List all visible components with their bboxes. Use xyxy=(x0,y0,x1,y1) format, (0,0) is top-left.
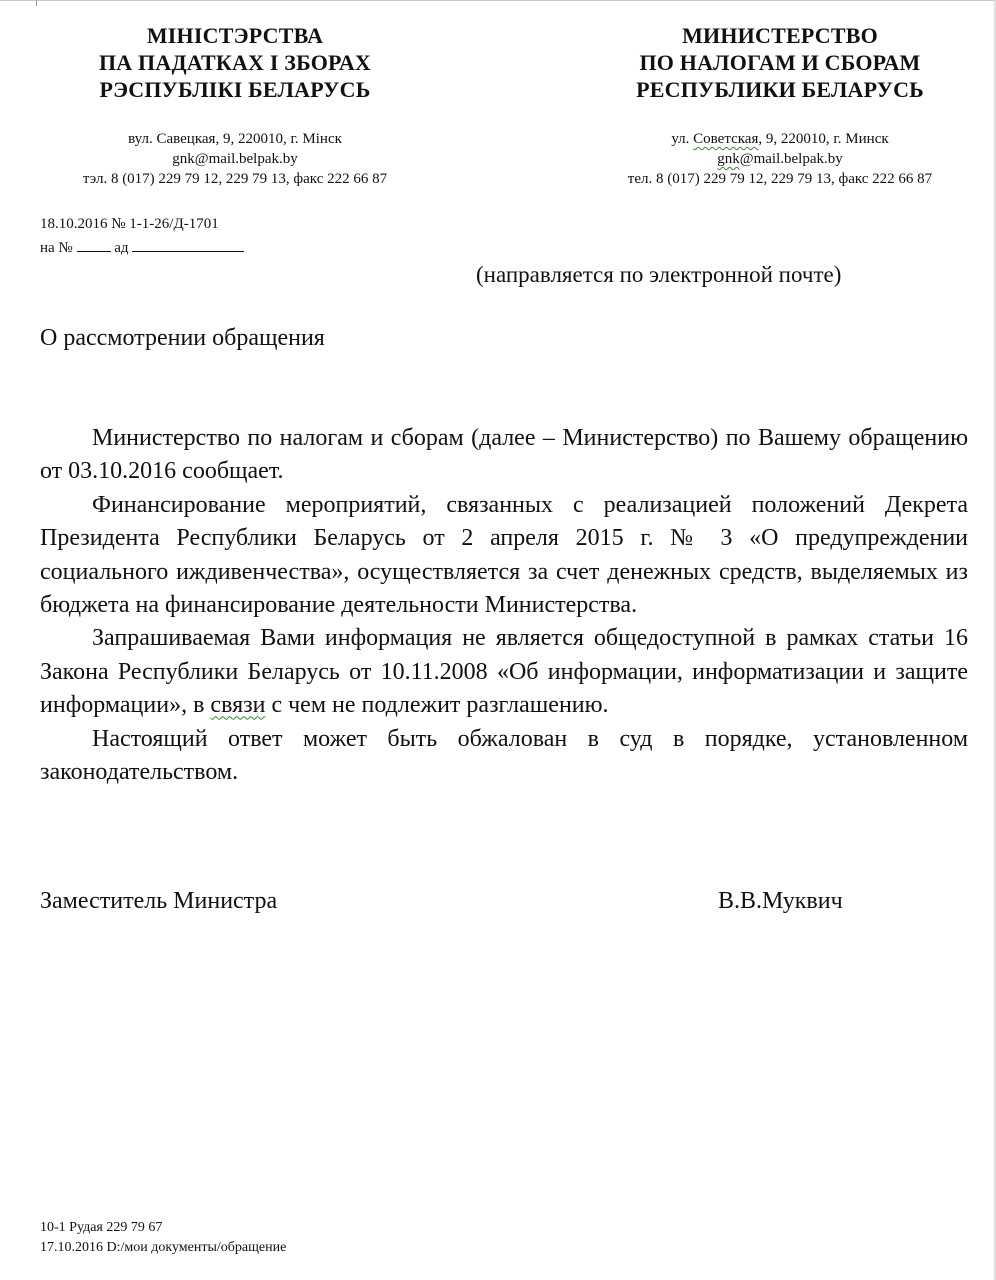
address-street-spellcheck: Советская xyxy=(693,131,759,147)
address-belarusian: вул. Савецкая, 9, 220010, г. Мінск xyxy=(128,131,342,147)
body-paragraph: Министерство по налогам и сборам (далее – Министерство) по Вашему обращению от 03.10.2016 сообщает. xyxy=(40,425,968,485)
phone-russian: тел. 8 (017) 229 79 12, 229 79 13, факс 222 66 87 xyxy=(627,171,933,187)
email-belarusian: gnk@mail.belpak.by xyxy=(172,151,298,167)
address-prefix: ул. xyxy=(671,131,694,147)
body-paragraph xyxy=(40,622,968,722)
signatory-name: В.В.Муквич xyxy=(718,888,843,914)
incoming-number-blank xyxy=(77,237,111,252)
signatory-position: Заместитель Министра xyxy=(40,888,278,914)
contacts-russian xyxy=(580,129,980,189)
body-text-run: Запрашиваемая Вами информация не является общедоступной в рамках статьи 16 Закона Республики Беларусь от 10.11.2008 «Об информации, информатизации и защите информации», в xyxy=(40,625,968,719)
email-domain: @mail.belpak.by xyxy=(739,151,843,167)
footer-file-path: 17.10.2016 D:/мои документы/обращение xyxy=(40,1240,287,1255)
address-russian xyxy=(580,129,980,149)
org-name-line: МИНИСТЕРСТВО xyxy=(682,23,878,48)
from-label: ад xyxy=(114,240,129,256)
footer-executor: 10-1 Рудая 229 79 67 xyxy=(40,1220,163,1235)
body-paragraph: Настоящий ответ может быть обжалован в суд в порядке, установленном законодательством. xyxy=(40,725,968,786)
reference-block xyxy=(40,212,244,260)
on-number-label: на № xyxy=(40,240,73,256)
org-name-line: РЭСПУБЛІКІ БЕЛАРУСЬ xyxy=(99,77,371,102)
address-rest: , 9, 220010, г. Минск xyxy=(758,131,889,147)
email-russian xyxy=(580,149,980,169)
email-user-spellcheck: gnk xyxy=(717,151,740,167)
footer-note xyxy=(40,1218,286,1258)
page-top-edge xyxy=(0,0,996,1)
org-name-line: ПО НАЛОГАМ И СБОРАМ xyxy=(639,50,921,75)
body-text-run: с чем не подлежит разглашению. xyxy=(265,692,609,719)
letter-body xyxy=(40,422,968,789)
letter-subject: О рассмотрении обращения xyxy=(40,325,325,351)
delivery-note: (направляется по электронной почте) xyxy=(476,262,842,287)
org-name-line: РЕСПУБЛИКИ БЕЛАРУСЬ xyxy=(636,77,924,102)
incoming-date-blank xyxy=(132,237,244,252)
contacts-belarusian xyxy=(40,129,430,189)
letterhead-belarusian xyxy=(40,22,430,189)
phone-belarusian: тэл. 8 (017) 229 79 12, 229 79 13, факс 222 66 87 xyxy=(82,171,388,187)
org-name-line: ПА ПАДАТКАХ І ЗБОРАХ xyxy=(98,50,372,75)
letterhead-russian xyxy=(580,22,980,189)
reference-number: 18.10.2016 № 1-1-26/Д-1701 xyxy=(40,216,219,232)
body-paragraph: Финансирование мероприятий, связанных с реализацией положений Декрета Президента Республики Беларусь от 2 апреля 2015 г. № 3 «О предупреждении социального иждивенчества», осуществляется за счет денежных средств, выделяемых из бюджета на финансирование деятельности Министерства. xyxy=(40,491,968,619)
org-name-line: МІНІСТЭРСТВА xyxy=(146,23,324,48)
spellcheck-marked-word: связи xyxy=(210,692,266,719)
org-name-belarusian xyxy=(40,22,430,103)
page-corner-mark xyxy=(36,0,37,6)
org-name-russian xyxy=(580,22,980,103)
reference-incoming xyxy=(40,236,244,260)
